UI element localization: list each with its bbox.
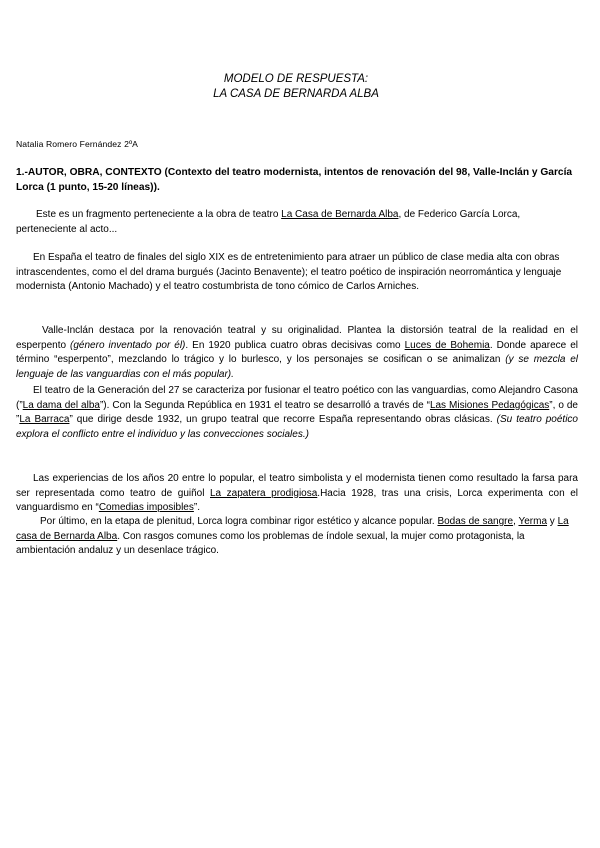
exp-text-e: ”. bbox=[193, 502, 200, 514]
paragraph-experiencias bbox=[16, 472, 578, 516]
work-title-dama-alba: La dama del alba bbox=[22, 399, 100, 411]
valle-text-e: . Donde aparece el término “esperpento”, mezclando lo trágico y lo burlesco, y los personajes se cosifican o se animalizan bbox=[16, 339, 578, 366]
gen27-text-a: El teatro de la Generación del 27 se caracteriza por fusionar el teatro poético con las vanguardias, como Alejandro Casona (” bbox=[16, 385, 578, 411]
exp-text-a: Las experiencias de los años 20 entre lo popular, el teatro simbolista y el modernista tienen como resultado la farsa para ser representada como teatro de guiñol bbox=[16, 473, 578, 499]
intro-text: Este es un fragmento perteneciente a la obra de teatro bbox=[36, 209, 282, 220]
exp-text-c: .Hacia 1928, tras una crisis, Lorca experimenta con el vanguardismo en “ bbox=[16, 487, 578, 514]
work-title-yerma: Yerma bbox=[518, 516, 548, 527]
gen27-italic-h: (Su teatro poético explora el conflicto entre el individuo y las convecciones sociales.) bbox=[16, 414, 578, 440]
work-title-casa-bernarda: La Casa de Bernarda Alba bbox=[281, 209, 399, 220]
valle-italic-f: (y se mezcla el lenguaje de las vanguardias con el más popular). bbox=[16, 354, 579, 380]
title-line-2: LA CASA DE BERNARDA ALBA bbox=[213, 88, 379, 100]
author-line: Natalia Romero Fernández 2ºA bbox=[16, 139, 139, 149]
paragraph-plenitud bbox=[16, 515, 578, 559]
paragraph-intro bbox=[16, 208, 578, 237]
work-title-bodas: Bodas de sangre bbox=[437, 516, 514, 527]
work-title-casa-bernarda-2: La casa de Bernarda Alba bbox=[16, 516, 569, 542]
plen-text-g: . Con rasgos comunes como los problemas de índole sexual, la mujer como protagonista, la ambientación andaluz y un desenlace trágico. bbox=[16, 530, 525, 557]
work-title-zapatera: La zapatera prodigiosa bbox=[210, 487, 318, 499]
paragraph-generacion-27 bbox=[16, 384, 578, 442]
plen-text-a: Por último, en la etapa de plenitud, Lorca logra combinar rigor estético y alcance popular. bbox=[40, 516, 438, 527]
paragraph-context bbox=[16, 251, 578, 295]
work-title-barraca: La Barraca bbox=[19, 414, 70, 426]
plen-text-e: y bbox=[547, 516, 558, 527]
paragraph-valle-inclan bbox=[16, 324, 578, 382]
work-title-luces-bohemia: Luces de Bohemia bbox=[404, 339, 490, 351]
work-title-comedias: Comedias imposibles bbox=[98, 502, 194, 514]
context-text: En España el teatro de finales del siglo XIX es de entretenimiento para atraer un público de clase media alta con obras intrascendentes, como el del drama burgués (Jacinto Benavente); el teatro poético de inspiración neorromántica y lenguaje modernista (Antonio Machado) y el teatro costumbrista de tono cómico de Carlos Arniches. bbox=[16, 252, 562, 293]
work-title-misiones: Las Misiones Pedagógicas bbox=[429, 399, 550, 411]
document-title bbox=[0, 72, 592, 102]
gen27-text-e: ”, o de ” bbox=[16, 399, 578, 426]
intro-rest: , de Federico García Lorca, perteneciente al acto... bbox=[16, 209, 521, 235]
plen-text-c: , bbox=[513, 516, 519, 527]
gen27-text-g: ” que dirige desde 1932, un grupo teatral que recorre España representando obras clásicas. bbox=[69, 414, 497, 426]
title-line-1: MODELO DE RESPUESTA: bbox=[223, 73, 369, 85]
valle-text-a: Valle-Inclán destaca por la renovación teatral y su originalidad. Plantea la distorsión teatral de la realidad en el esperpento bbox=[16, 325, 578, 351]
gen27-text-c: ”). Con la Segunda República en 1931 el teatro se desarrolló a través de “ bbox=[99, 399, 430, 411]
valle-italic-b: (género inventado por él) bbox=[70, 339, 186, 351]
section-heading: 1.-AUTOR, OBRA, CONTEXTO (Contexto del teatro modernista, intentos de renovación del 98, Valle-Inclán y García Lorca (1 punto, 15-20 líneas)). bbox=[16, 167, 573, 193]
valle-text-c: . En 1920 publica cuatro obras decisivas como bbox=[185, 339, 405, 351]
